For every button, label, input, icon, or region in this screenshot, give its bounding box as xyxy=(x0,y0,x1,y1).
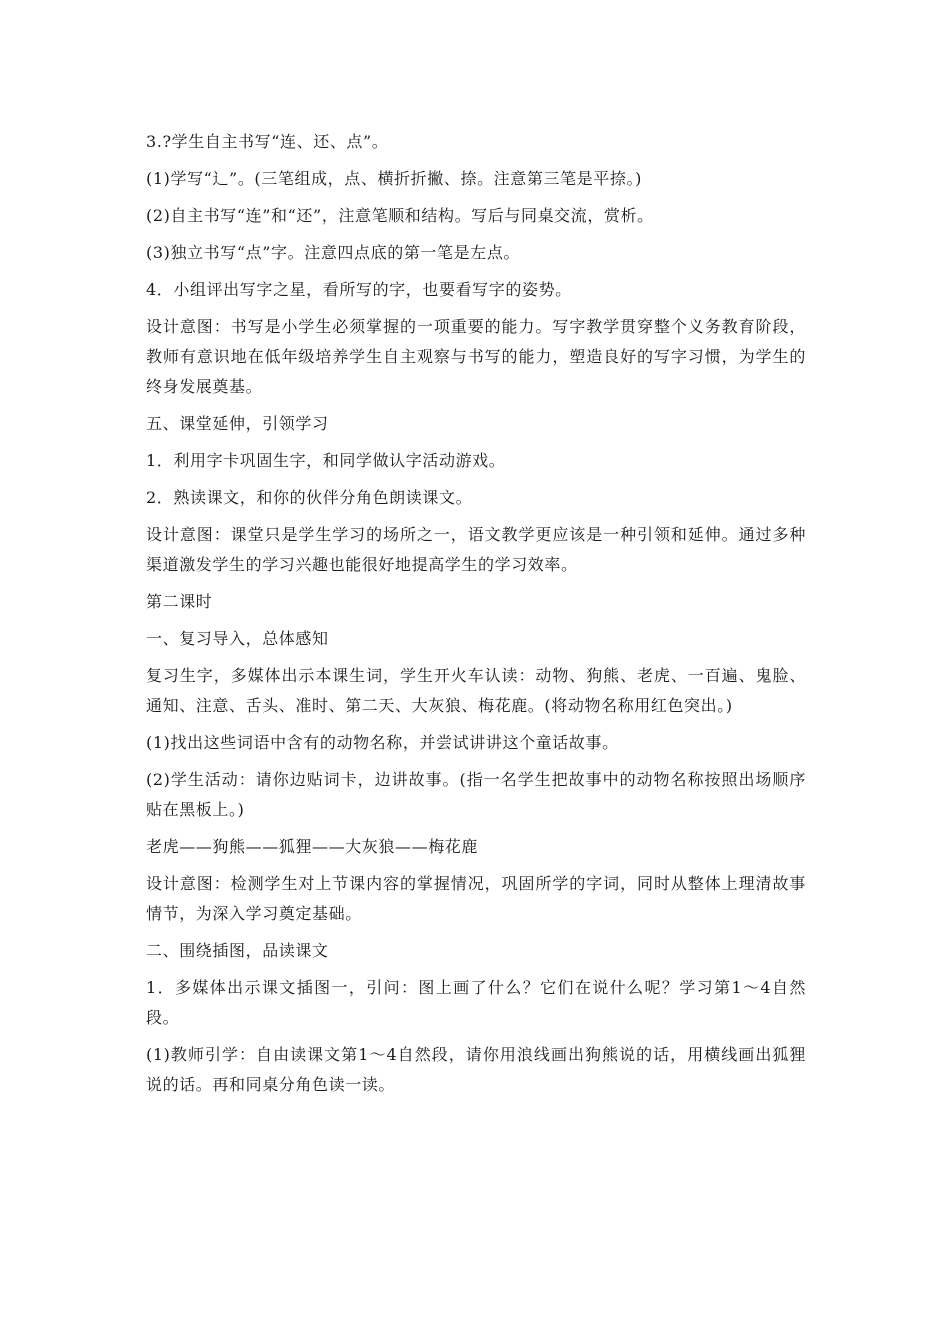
paragraph-item-1: 1．利用字卡巩固生字，和同学做认字活动游戏。 xyxy=(146,451,506,470)
paragraph-writing-task: 3.?学生自主书写“连、还、点”。 xyxy=(146,132,389,151)
section-heading-five: 五、课堂延伸，引领学习 xyxy=(146,414,329,433)
paragraph-step-1: (1)学写“辶”。(三笔组成，点、横折折撇、捺。注意第三笔是平捺。) xyxy=(146,169,642,188)
paragraph-review: 复习生字，多媒体出示本课生词，学生开火车认读：动物、狗熊、老虎、一百遍、鬼脸、通知、注意、舌头、准时、第二天、大灰狼、梅花鹿。(将动物名称用红色突出。) xyxy=(146,666,806,715)
section-heading-one: 一、复习导入，总体感知 xyxy=(146,629,329,648)
lesson-heading: 第二课时 xyxy=(146,592,213,611)
paragraph-step-1: (1)教师引学：自由读课文第1～4自然段，请你用浪线画出狗熊说的话，用横线画出狐狸说的话。再和同桌分角色读一读。 xyxy=(146,1045,806,1094)
paragraph-design-intent: 设计意图：书写是小学生必须掌握的一项重要的能力。写字教学贯穿整个义务教育阶段，教师有意识地在低年级培养学生自主观察与书写的能力，塑造良好的写字习惯，为学生的终身发展奠基。 xyxy=(146,317,806,396)
paragraph-step-3: (3)独立书写“点”字。注意四点底的第一笔是左点。 xyxy=(146,243,521,262)
document-page xyxy=(146,127,806,1107)
paragraph-item-4: 4．小组评出写字之星，看所写的字，也要看写字的姿势。 xyxy=(146,280,572,299)
paragraph-design-intent: 设计意图：检测学生对上节课内容的掌握情况，巩固所学的字词，同时从整体上理清故事情节，为深入学习奠定基础。 xyxy=(146,874,806,923)
section-heading-two: 二、围绕插图，品读课文 xyxy=(146,941,329,960)
paragraph-animal-sequence: 老虎——狗熊——狐狸——大灰狼——梅花鹿 xyxy=(146,837,479,856)
paragraph-step-2: (2)自主书写“连”和“还”，注意笔顺和结构。写后与同桌交流，赏析。 xyxy=(146,206,654,225)
paragraph-step-1: (1)找出这些词语中含有的动物名称，并尝试讲讲这个童话故事。 xyxy=(146,733,619,752)
paragraph-step-2: (2)学生活动：请你边贴词卡，边讲故事。(指一名学生把故事中的动物名称按照出场顺序贴在黑板上。) xyxy=(146,770,806,819)
paragraph-item-2: 2．熟读课文，和你的伙伴分角色朗读课文。 xyxy=(146,488,473,507)
paragraph-design-intent: 设计意图：课堂只是学生学习的场所之一，语文教学更应该是一种引领和延伸。通过多种渠道激发学生的学习兴趣也能很好地提高学生的学习效率。 xyxy=(146,525,806,574)
paragraph-item-1: 1．多媒体出示课文插图一，引问：图上画了什么？它们在说什么呢？学习第1～4自然段。 xyxy=(146,978,806,1027)
